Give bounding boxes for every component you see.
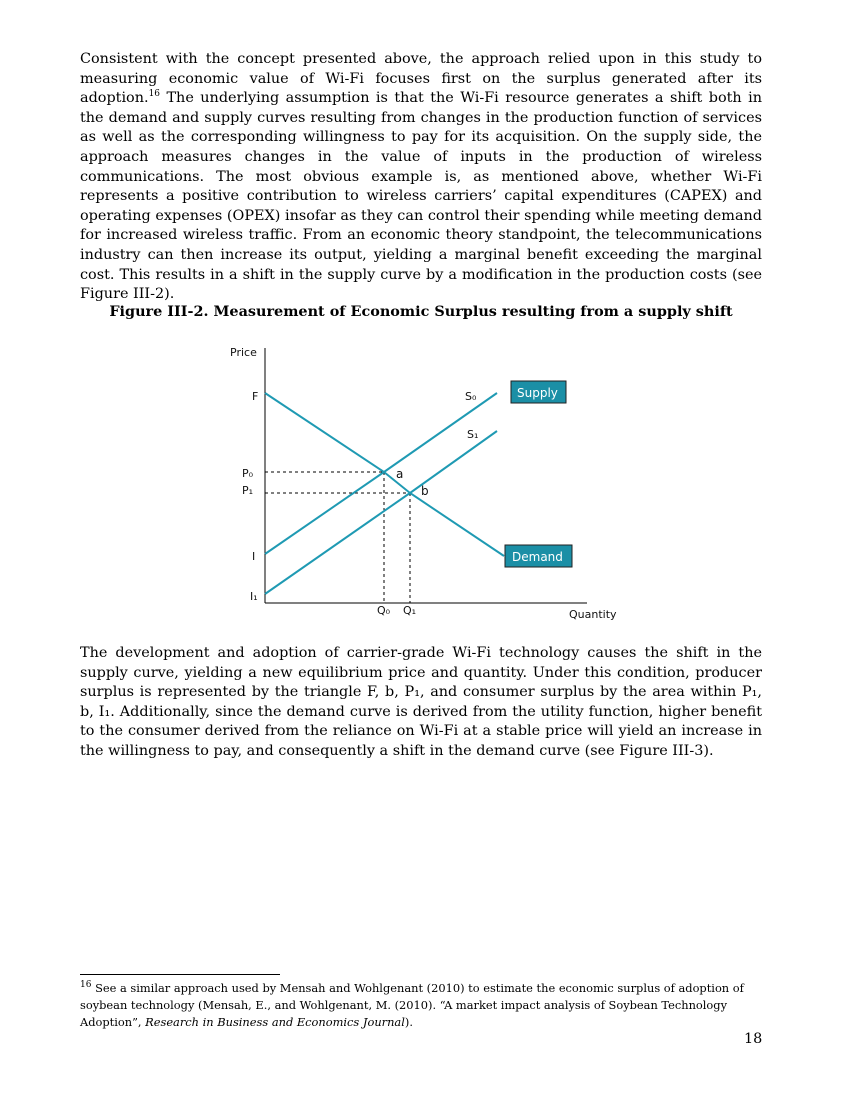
- footnote-end: ).: [404, 1015, 413, 1029]
- footnote-reference[interactable]: 16: [148, 89, 161, 100]
- point-label-a: a: [396, 467, 404, 481]
- y-axis-label: Price: [230, 346, 257, 359]
- page-number: 18: [744, 1031, 763, 1047]
- paragraph-1-continued: The underlying assumption is that the Wi-Fi resource generates a shift both in the demand and supply curves resulting from changes in the production function of services as well as the corresponding willingness to pay for its acquisition. On the supply side, the approach measures changes in the value of inputs in the production of wireless communications. The most obvious example is, as mentioned above, whether Wi-Fi represents a positive contribution to wireless carriers’ capital expenditures (CAPEX) and operating expenses (OPEX) insofar as they can control their spending while meeting demand for increased wireless traffic. From an economic theory standpoint, the telecommunications industry can then increase its output, yielding a marginal benefit exceeding the marginal cost. This results in a shift in the supply curve by a modification in the production costs (see Figure III-2).: [80, 90, 762, 303]
- body-paragraph-2: The development and adoption of carrier-grade Wi-Fi technology causes the shift in the supply curve, yielding a new equilibrium price and quantity. Under this condition, producer surplus is represented by the triangle F, b, P₁, and consumer surplus by the area within P₁, b, I₁. Additionally, since the demand curve is derived from the utility function, higher benefit to the consumer derived from the reliance on Wi-Fi at a stable price will yield an increase in the willingness to pay, and consequently a shift in the demand curve (see Figure III-3).: [80, 645, 762, 759]
- figure-title: Figure III-2. Measurement of Economic Surplus resulting from a supply shift: [109, 303, 733, 320]
- x-axis-label: Quantity: [569, 608, 617, 621]
- tick-label-f: F: [252, 390, 259, 403]
- tick-label-q0: Q₀: [377, 604, 391, 617]
- body-paragraph-1: [80, 50, 762, 305]
- label-s1: S₁: [467, 428, 479, 441]
- tick-label-q1: Q₁: [403, 604, 417, 617]
- demand-legend-label: Demand: [512, 550, 563, 564]
- supply-demand-chart: [210, 336, 630, 626]
- label-s0: S₀: [465, 390, 477, 403]
- tick-label-i: I: [252, 550, 256, 563]
- footnote-divider: [80, 974, 280, 975]
- footnote-text: See a similar approach used by Mensah and Wohlgenant (2010) to estimate the economic surplus of adoption of soybean technology (Mensah, E., and Wohlgenant, M. (2010). “A market impact analysis of Soybean Technology Adoption”,: [80, 981, 744, 1029]
- supply-curve-s1: [265, 431, 497, 594]
- tick-label-i1: I₁: [250, 590, 258, 603]
- footnote-number: 16: [80, 980, 92, 991]
- tick-label-p0: P₀: [242, 467, 254, 480]
- footnote-journal: Research in Business and Economics Journal: [145, 1015, 405, 1029]
- tick-label-p1: P₁: [242, 484, 254, 497]
- supply-legend-box: [511, 381, 566, 403]
- demand-legend-box: [505, 545, 572, 567]
- point-label-b: b: [421, 484, 429, 498]
- footnote: [80, 980, 770, 1031]
- supply-legend-label: Supply: [517, 386, 558, 400]
- paragraph-1-text: Consistent with the concept presented above, the approach relied upon in this study to measuring economic value of Wi-Fi focuses first on the surplus generated after its adoption.: [80, 51, 762, 107]
